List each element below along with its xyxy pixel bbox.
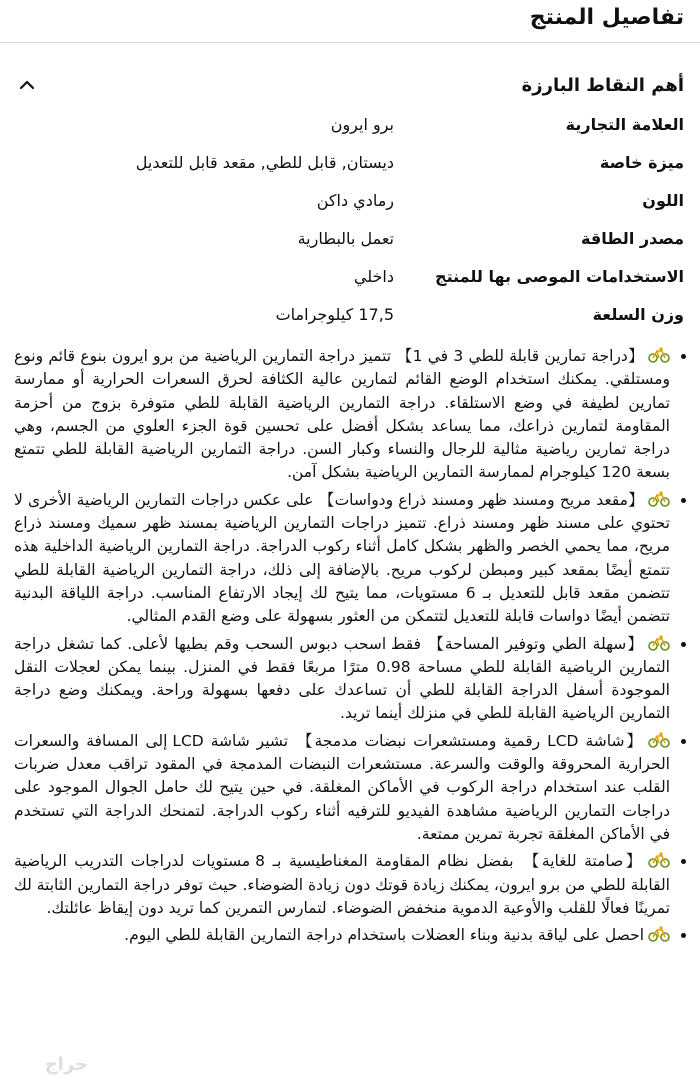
- feature-heading: 【صامتة للغاية】: [521, 852, 645, 871]
- bicycle-icon: [648, 852, 670, 868]
- spec-key: العلامة التجارية: [565, 115, 684, 134]
- feature-bullet-space-saving: [14, 633, 682, 726]
- bicycle-icon: [648, 491, 670, 507]
- feature-text: تشير شاشة LCD إلى المسافة والسعرات الحرارية المحروقة والوقت والسرعة. مستشعرات النبضات المدمجة في المقود تراقب معدل ضربات القلب عند استخدام دراجة الركوب في الأماكن المغلقة. في حين يتيح لك حامل الجوال الموجود على دراجات التمارين الرياضية مشاهدة الفيديو للترفيه أثناء ركوب الدراجة. لتمنحك الدراجة التي تستخدم في الأماكن المغلقة تجربة تمرين ممتعة.: [14, 731, 670, 843]
- spec-value: تعمل بالبطارية: [297, 229, 394, 248]
- spec-value: برو ايرون: [330, 115, 394, 134]
- bicycle-icon: [648, 732, 670, 748]
- feature-bullet-lcd: [14, 730, 682, 846]
- bicycle-icon: [648, 635, 670, 651]
- spec-value: 17,5 كيلوجرامات: [275, 305, 394, 324]
- spec-key: اللون: [642, 191, 684, 210]
- spec-value: داخلي: [353, 267, 394, 286]
- feature-text: على عكس دراجات التمارين الرياضية الأخرى لا تحتوي على مسند ظهر ومسند ذراع. تتميز دراجات التمارين الرياضية بمسند ظهر سميك ومسند ذراع مريح، مما يحمي الخصر والظهر بشكل كامل أثناء ركوب الدراجة. دراجة التمارين الرياضية الداخلية هذه تتمتع أيضًا بمقعد كبير ومبطن لركوب مريح. بالإضافة إلى ذلك، دراجة التمارين الرياضية القابلة للطي تتضمن مقعد قابل للتعديل بـ 6 مستويات، مما يتيح لك إيجاد الارتفاع المناسب. دراجة اللياقة البدنية تتضمن أيضًا دواسات قابلة للتعديل لتتمكن من العثور بسهولة على وضع القدم المثالي.: [14, 490, 670, 626]
- feature-bullet-foldable: [14, 345, 682, 485]
- spec-row-recommended-use: [16, 265, 684, 303]
- watermark-logo: حراج: [44, 1054, 88, 1075]
- highlights-section-header[interactable]: [0, 43, 700, 101]
- spec-row-brand: [16, 113, 684, 151]
- feature-bullet-silent: [14, 850, 682, 920]
- feature-bullet-comfort: [14, 489, 682, 629]
- feature-heading: 【شاشة LCD رقمية ومستشعرات نبضات مدمجة】: [295, 731, 645, 750]
- feature-heading: 【مقعد مريح ومسند ظهر ومسند ذراع ودواسات】: [318, 490, 645, 509]
- chevron-up-icon[interactable]: [16, 74, 38, 96]
- feature-text: فقط اسحب دبوس السحب وقم بطيها لأعلى. كما تشغل دراجة التمارين الرياضية القابلة للطي مساحة 0.98 مترًا مربعًا فقط في المنزل. بينما يمكن لعجلات النقل الموجودة أسفل الدراجة القابلة للطي أن تساعدك على دفعها بسهولة وراحة. ويمكنك وضع دراجة التمارين الرياضية القابلة للطي في منزلك أينما تريد.: [14, 634, 670, 723]
- feature-text: احصل على لياقة بدنية وبناء العضلات باستخدام دراجة التمارين القابلة للطي اليوم.: [124, 926, 644, 945]
- page-title: تفاصيل المنتج: [529, 5, 684, 30]
- bicycle-icon: [648, 926, 670, 942]
- page-header: [0, 0, 700, 43]
- spec-key: مصدر الطاقة: [581, 229, 684, 248]
- bicycle-icon: [648, 347, 670, 363]
- feature-text: تتميز دراجة التمارين الرياضية من برو ايرون بنوع قائم ونوع ومستلقي. يمكنك استخدام الوضع القائم لتمارين عالية الكثافة لحرق السعرات الحرارية أو ممارسة تمارين لطيفة في وضع الاستلقاء. دراجة التمارين الرياضية القابلة للطي متوفرة بزوج من أحزمة المقاومة لتمارين ذراعك، مما يساعد بشكل أفضل على تحسين قوة الجزء العلوي من الجسم، وهي دراجة تمارين رياضية مثالية للرجال والنساء وكبار السن. دراجة التمارين الرياضية القابلة للطي تتمتع بسعة 120 كيلوجرام لممارسة التمارين الرياضية بشكل آمن.: [14, 347, 670, 482]
- feature-text: بفضل نظام المقاومة المغناطيسية بـ 8 مستويات لدراجات التدريب الرياضية القابلة للطي من برو ايرون، يمكنك زيادة قوتك دون زيادة الضوضاء. حيث توفر دراجة التمارين الثابتة لك تمرينًا فعالًا للقلب والأوعية الدموية منخفض الضوضاء. لتمارس التمرين كما تريد دون إيقاظ عائلتك.: [14, 852, 670, 917]
- feature-bullet-fitness: [14, 924, 682, 947]
- spec-row-power-source: [16, 227, 684, 265]
- feature-bullets: [0, 341, 700, 947]
- feature-heading: 【سهلة الطي وتوفير المساحة】: [427, 634, 644, 653]
- feature-heading: 【دراجة تمارين قابلة للطي 3 في 1】: [396, 347, 644, 365]
- spec-value: ديستان, قابل للطي, مقعد قابل للتعديل: [135, 153, 394, 172]
- spec-key: وزن السلعة: [592, 305, 684, 324]
- spec-row-special-feature: [16, 151, 684, 189]
- spec-key: الاستخدامات الموصى بها للمنتج: [435, 267, 684, 286]
- spec-row-color: [16, 189, 684, 227]
- spec-key: ميزة خاصة: [599, 153, 684, 172]
- spec-value: رمادي داكن: [316, 191, 394, 210]
- spec-row-item-weight: [16, 303, 684, 341]
- section-title: أهم النقاط البارزة: [521, 74, 684, 96]
- specs-table: [0, 101, 700, 341]
